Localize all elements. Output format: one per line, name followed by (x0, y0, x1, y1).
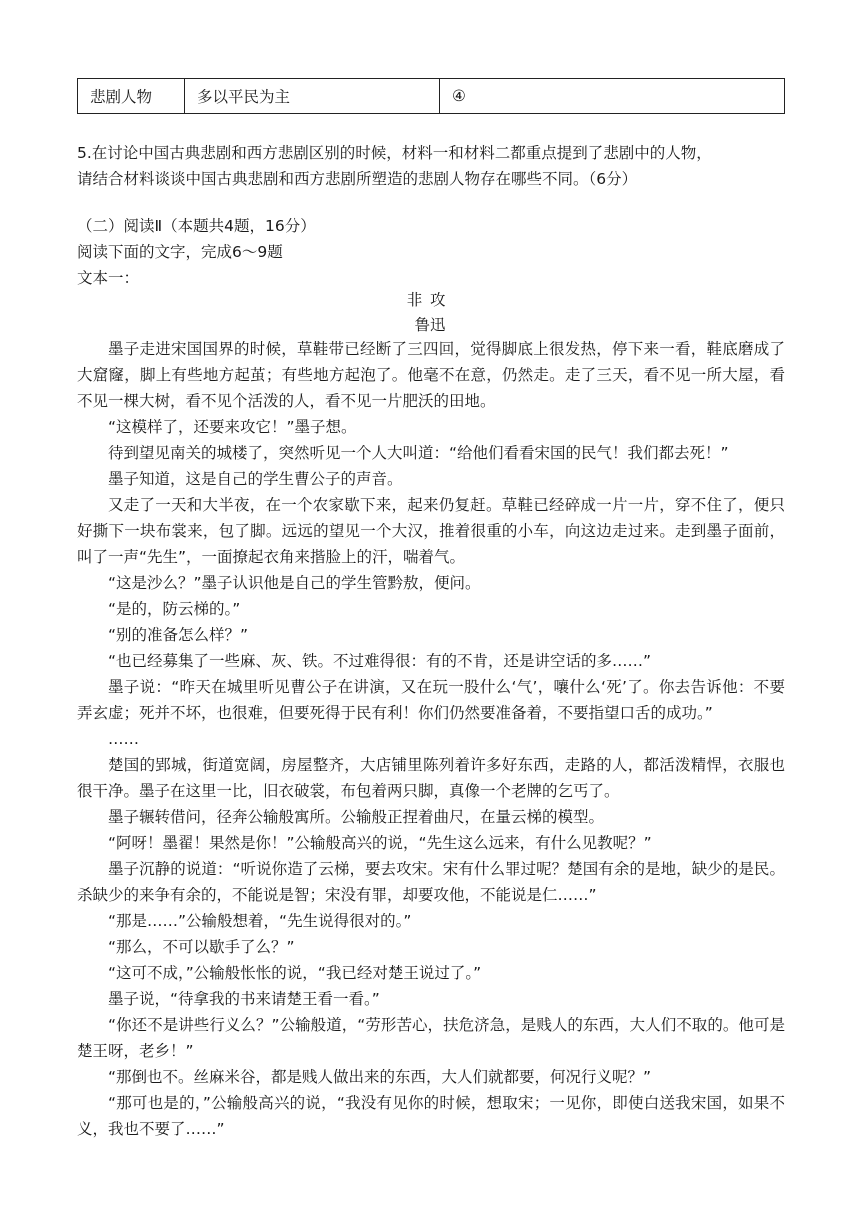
table-row (78, 79, 785, 114)
story-paragraph: 墨子辗转借问，径奔公输般寓所。公输般正捏着曲尺，在量云梯的模型。 (108, 808, 605, 826)
story-paragraph: “阿呀！墨翟！果然是你！”公输般高兴的说，“先生这么远来，有什么见教呢？” (108, 834, 652, 852)
comparison-table (77, 78, 785, 114)
table-cell-category: 悲剧人物 (78, 79, 185, 114)
story-paragraph: “那倒也不。丝麻米谷，都是贱人做出来的东西，大人们就都要，何况行义呢？” (108, 1068, 652, 1086)
story-paragraph: “这模样了，还要来攻它！”墨子想。 (108, 418, 357, 436)
story-paragraph: “也已经募集了一些麻、灰、铁。不过难得很：有的不肯，还是讲空话的多……” (108, 652, 652, 670)
story-paragraph: “这是沙么？”墨子认识他是自己的学生管黔敖，便问。 (108, 574, 481, 592)
story-paragraph: 墨子说，“待拿我的书来请楚王看一看。” (108, 990, 380, 1008)
story-paragraph: “是的，防云梯的。” (108, 600, 241, 618)
story-paragraph: 楚国的郢城，街道宽阔，房屋整齐，大店铺里陈列着许多好东西，走路的人，都活泼精悍，衣服也很干净。墨子在这里一比，旧衣破裳，布包着两只脚，真像一个老牌的乞丐了。 (77, 756, 785, 800)
story-paragraph: “那可也是的，”公输般高兴的说，“我没有见你的时候，想取宋；一见你，即使白送我宋国，如果不义，我也不要了……” (77, 1094, 785, 1138)
story-paragraph: “那是……”公输般想着，“先生说得很对的。” (108, 912, 412, 930)
story-paragraph: 墨子走进宋国国界的时候，草鞋带已经断了三四回，觉得脚底上很发热，停下来一看，鞋底磨成了大窟窿，脚上有些地方起茧；有些地方起泡了。他毫不在意，仍然走。走了三天，看不见一所大屋，看不见一棵大树，看不见个活泼的人，看不见一片肥沃的田地。 (77, 340, 785, 410)
story-paragraph: “那么，不可以歇手了么？” (108, 938, 295, 956)
reading-section-header (77, 213, 785, 291)
question-5-line-2: 请结合材料谈谈中国古典悲剧和西方悲剧所塑造的悲剧人物存在哪些不同。（6分） (77, 170, 638, 188)
question-5-line-1: 5.在讨论中国古典悲剧和西方悲剧区别的时候，材料一和材料二都重点提到了悲剧中的人物， (77, 144, 712, 162)
story-paragraph: 墨子说：“昨天在城里听见曹公子在讲演，又在玩一股什么‘气’，嚷什么‘死’了。你去告诉他：不要弄玄虚；死并不坏，也很难，但要死得于民有利！你们仍然要准备着，不要指望口舌的成功。” (77, 678, 785, 722)
story-body (77, 336, 785, 1142)
story-paragraph: “你还不是讲些行义么？”公输般道，“劳形苦心，扶危济急，是贱人的东西，大人们不取的。他可是楚王呀，老乡！” (77, 1016, 785, 1060)
story-title: 非攻 (406, 291, 454, 309)
section-heading: （二）阅读Ⅱ（本题共4题，16分） (77, 217, 316, 235)
story-paragraph: 墨子知道，这是自己的学生曹公子的声音。 (108, 470, 403, 488)
table-cell-western: ④ (440, 79, 785, 114)
story-paragraph: 又走了一天和大半夜，在一个农家歇下来，起来仍复赶。草鞋已经碎成一片一片，穿不住了，便只好撕下一块布裳来，包了脚。远远的望见一个大汉，推着很重的小车，向这边走过来。走到墨子面前，叫了一声“先生”，一面撩起衣角来揩脸上的汗，喘着气。 (77, 496, 785, 566)
story-paragraph: 墨子沉静的说道：“听说你造了云梯，要去攻宋。宋有什么罪过呢？楚国有余的是地，缺少的是民。杀缺少的来争有余的，不能说是智；宋没有罪，却要攻他，不能说是仁……” (77, 860, 785, 904)
table-cell-chinese: 多以平民为主 (185, 79, 440, 114)
story-paragraph: 待到望见南关的城楼了，突然听见一个人大叫道：“给他们看看宋国的民气！我们都去死！” (108, 444, 729, 462)
question-5 (77, 140, 785, 192)
text-label: 文本一： (77, 269, 140, 287)
section-instruction: 阅读下面的文字，完成6～9题 (77, 243, 283, 261)
story-paragraph: “这可不成，”公输般怅怅的说，“我已经对楚王说过了。” (108, 964, 482, 982)
story-paragraph: “别的准备怎么样？” (108, 626, 249, 644)
story-ellipsis: …… (108, 730, 139, 748)
story-author: 鲁迅 (414, 316, 446, 334)
